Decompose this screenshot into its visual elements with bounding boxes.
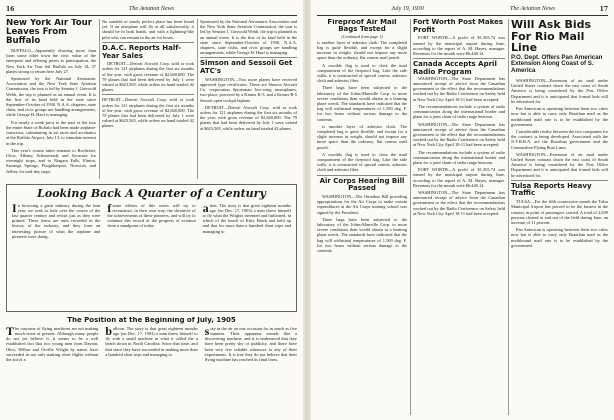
article-text: WASHINGTON—The State Department has announced receipt of advice from the Canadian government to the effect that the recommendations worked out by the Radio Conference on Safety held at New York City April 10-11 had been accepted. <box>413 75 505 102</box>
article-text: Pan American is operating between these two cities now but is able to carry only Brazilian mail as the northbound mail rate is to be established by the government. <box>511 106 608 127</box>
header-rule <box>6 15 297 16</box>
right-column-1 <box>317 19 407 415</box>
article-text: The recommendations include a system of radio communication along the international border and plans for a joint chain of radio range beacons. <box>413 149 505 165</box>
column-rule <box>197 19 198 179</box>
headline-canada-radio: Canada Accepts April Radio Program <box>413 60 497 76</box>
article-text: The outcome of flying machines are not making much noise at present. Although many people do not yet believe it, it seems to be a well established fact that two young men from Dayton, Ohio, Wilbur and Orville Wright by name, have succeeded in not only making short flights without the aid of a <box>6 323 99 362</box>
article-text: A crucible flag is used to close the mail compartment of the fireproof bag. Like the side walls, it is constructed of special canvas, asbestos cloth and asbestos fiber. <box>317 62 407 84</box>
divider <box>200 57 297 58</box>
article-text: For nearly a week prior to the start of the tour the entire State of Buffalo had been made airplane-conscious, culminating in air races and acrobatics at the Buffalo Airport, July 13, to stimulate interest in the trip. <box>6 119 96 146</box>
headline-looking-back: Looking Back A Quarter of a Century <box>37 187 266 200</box>
jump-line: (Continued from page 1) <box>341 33 383 39</box>
right-column-3 <box>511 19 608 415</box>
article-text: FORT WORTH—A profit of $1,303.74 was earned by the municipal airport during June, according to the report of A. M. Hayes, manager. Revenues for the month were $6,440.14. <box>413 167 505 188</box>
position-columns <box>6 323 297 364</box>
right-folio <box>317 6 608 15</box>
divider <box>102 42 194 43</box>
article-text: Three bags have been subjected to the laboratory of the Johns-Manville Corp. to more severe conditions than would obtain in a burning plane wreck. The standards have indicated that the bag will withstand temperatures of 1,500 deg. F. for two hours without serious damage to the contents. <box>317 216 407 253</box>
headline-dac-report: D.A.C. Reports Half-Year Sales <box>102 43 182 60</box>
header-rule <box>317 15 608 16</box>
article-text: DETROIT—Detroit Aircraft Corp. sold or took orders for 121 airplanes during the first six months of the year, with gross revenue of $2,840,000. The 79 planes that had been delivered by July 1 were valued at $623,565, while orders on hand totaled 42 planes. <box>102 61 194 93</box>
article-text: Three bags have been subjected to the laboratory of the Johns-Manville Corp. to more severe conditions than would obtain in a burning plane wreck. The standards have indicated that the bag will withstand temperatures of 1,500 deg. F. for two hours without serious damage to the contents. <box>317 85 407 122</box>
article-text: is another layer of asbestos cloth. The completed bag is quite flexible, and except for a slight increase in weight, should not impose any more space than the ordinary, flat canvas mail pouch. <box>317 123 407 150</box>
left-page <box>0 0 303 420</box>
looking-back-box <box>6 184 297 312</box>
headline-air-corps-bill: Air Corps Hearing Bill Passed <box>319 176 405 193</box>
article-text: In browsing a great industry during the lean year, we seek to look over the course of the last quarter century and revisit just as they were printed. These items are ones recorded in the history of the industry, and they form an interesting picture of what the airplane and pioneers were doing. <box>12 200 101 239</box>
article-text: balloon. The story is that great eighteen months ago (on Dec. 17, 1903) a man threw himself to fly with a small machine in what it called the a beach down in North Carolina. Since that time, and that since they have succeeded in making more than a hundred short trips and managing to <box>105 323 198 357</box>
headline-tulsa-traffic: Tulsa Reports Heavy Traffic <box>511 181 592 198</box>
left-column-3 <box>200 19 297 181</box>
divider <box>102 94 194 95</box>
page-number: 17 <box>599 6 608 13</box>
article-text: WASHINGTON—The Omnibus Bill providing appropriations for the Air Corps to make certain expenditures at the Air Corps training school was signed by the President. <box>317 193 407 215</box>
article-text: stay in the air on one occasion for as much as five minutes. Their apparatus sounds like a discovering machine, and it is understood that they have been pretty shy of publicity, and there have been very few reliable witnesses to any of their experiments. It is true they do not believe that their flying machine has reached its final form. <box>204 323 297 362</box>
article-text: DETROIT—Detroit Aircraft Corp. sold or took orders for 121 airplanes during the first six months of the year, with gross revenue of $2,840,000. The 79 planes that had been delivered by July 1 were valued at $623,565, while orders on hand totaled 42 planes. <box>102 97 194 129</box>
page-number: 16 <box>6 6 15 13</box>
left-column-2 <box>102 19 194 181</box>
binding-gutter <box>303 0 311 420</box>
article-text: WASHINGTON—The State Department has announced receipt of advice from the Canadian government to the effect that the recommendations worked out by the Radio Conference on Safety held at New York City April 10-11 had been accepted. <box>413 189 505 216</box>
article-text: WASHINGTON—Extension of air mail under United States contract down the east coast of South America is being considered by the Post Office Department and it is anticipated that formal bids will be advertised for. <box>511 151 608 178</box>
column-rule <box>410 19 411 415</box>
article-text: is another layer of asbestos cloth. The completed bag is quite flexible, and except for a slight increase in weight, should not impose any more space than the ordinary, flat canvas mail pouch. <box>317 39 407 61</box>
position-section <box>6 317 297 417</box>
article-text: A crucible flag is used to close the mail compartment of the fireproof bag. Like the side walls, it is constructed of special canvas, asbestos cloth and asbestos fiber. <box>317 151 407 173</box>
article-text: Sponsored by the National Aeronautic Association and the New York State Aviation Commission, the tour is led by Senator J. Griswold Webb, the trip is planned as an annual event. It is the first of its kind held in the state since September-October of 1930. N.A.A. chapters, state clubs, and civic groups are handling arrangements, while George H. Hauf is managing. <box>6 76 96 118</box>
left-column-1 <box>6 19 96 181</box>
article-text: TULSA—For the fifth consecutive month the Tulsa Municipal Airport has proved to be the busiest in the country in point of passengers carried. A total of 2,839 persons cleared in and out of the field during June, an increase of 11 percent. <box>511 199 608 225</box>
article-text: ation. The story is that great eighteen months ago (on Dec. 17, 1903) a man threw himself to fly what the Wrights invented and fashioned, in which of the beach of Kitty Hawk and held up and that for more than a hundred short trips and managing to <box>202 200 291 234</box>
article-text: WASHINGTON—Extension of air mail under United States contract down the east coast of South America is being considered by the Post Office Department and it is anticipated that formal bids will be advertised for. <box>511 78 608 104</box>
running-title: The Aviation News <box>510 6 555 12</box>
column-rule <box>508 19 509 415</box>
article-text: No suitable or nearly perfect place has been found yet. If an aeroplane will fly at all satisfactorily, it should be in both hands, and with a lightning-like pilot who can remain in the air for hours. <box>102 19 194 40</box>
right-page <box>311 0 614 420</box>
right-column-2 <box>413 19 505 415</box>
running-title: The Aviation News <box>129 6 174 12</box>
subheadline-rio: P.O. Dept. Offers Pan American Extension Along Coast of S. America <box>511 53 603 75</box>
divider <box>511 180 608 181</box>
article-text: WASHINGTON—The State Department has announced receipt of advice from the Canadian government to the effect that the recommendations worked out by the Radio Conference on Safety held at New York City April 10-11 had been accepted. <box>413 121 505 148</box>
article-text: WASHINGTON—Two more planes have received approved type certificates. These are Simson Aircraft Co. corporation Sportsman low-wing monoplanes, two-place, powered by a Kinner K-5, and a Kinner B-5 Sessoii open cockpit biplane. <box>200 76 297 103</box>
headline-fort-worth: Fort Worth Post Makes Profit <box>413 19 504 34</box>
article-text: FORT WORTH—A profit of $1,303.74 was earned by the municipal airport during June, according to the report of A. M. Hayes, manager. Revenues for the month were $6,440.14. <box>413 35 505 56</box>
article-text: BUFFALO—Apparently drawing more than from some other town the civic value of the enterprise and offering prizes to participation, the New York Air Tour left Buffalo on July 14, 37 planes strong to return here July 27. <box>6 48 96 74</box>
article-text: future editors of this series will try to reconstruct, in their own way, the chronicle of the achievements of these pioneers, and will try to continue this record of the progress of aviation from a standpoint of today. <box>107 200 196 229</box>
issue-date: July 19, 1930 <box>391 6 424 12</box>
column-rule <box>99 19 100 179</box>
article-text: The recommendations include a system of radio communication along the international border and plans for a joint chain of radio range beacons. <box>413 103 505 120</box>
headline-position-1905: The Position at the Beginning of July, 1905 <box>67 317 236 324</box>
headline-simson: Simson and Sessoii Get ATC's <box>200 59 293 76</box>
article-text: Considerable rivalry between the two companies for the contract is being developed. Associated with the N.Y.R.B.A. are the Brazilian government and the Commodore Flying Boat Lines. <box>511 128 608 150</box>
article-text: DETROIT—Detroit Aircraft Corp. sold or took orders for 121 airplanes during the first six months of the year, with gross revenue of $2,840,000. The 79 planes that had been delivered by July 1 were valued at $623,565, while orders on hand totaled 42 planes. <box>200 104 297 131</box>
headline-rio-mail-line: Will Ask Bids For Rio Mail Line <box>511 19 592 55</box>
divider <box>317 175 407 176</box>
article-text: This year's course takes entrants to Rochester, Utica, Albany, Schenectady and Syracuse for overnight stops, and to Niagara Falls, Elmira, Saratoga Springs, Poughkeepsie, Norwich, and Jeffrey for mid-day stops. <box>6 147 96 174</box>
looking-back-columns <box>12 200 291 241</box>
article-text: Sponsored by the National Aeronautic Association and the New York State Aviation Commission, the tour is led by Senator J. Griswold Webb, the trip is planned as an annual event. It is the first of its kind held in the state since September-October of 1930. N.A.A. chapters, state clubs, and civic groups are handling arrangements, while George H. Hauf is managing. <box>200 19 297 56</box>
divider <box>413 58 505 59</box>
article-text: Pan American is operating between these two cities now but is able to carry only Brazilian mail as the northbound mail rate is to be established by the government. <box>511 227 608 248</box>
left-folio <box>6 6 297 15</box>
headline-ny-air-tour: New York Air Tour Leaves From Buffalo <box>6 19 93 47</box>
headline-fireproof-bags: Fireproof Air Mail Bags Tested <box>327 19 397 34</box>
